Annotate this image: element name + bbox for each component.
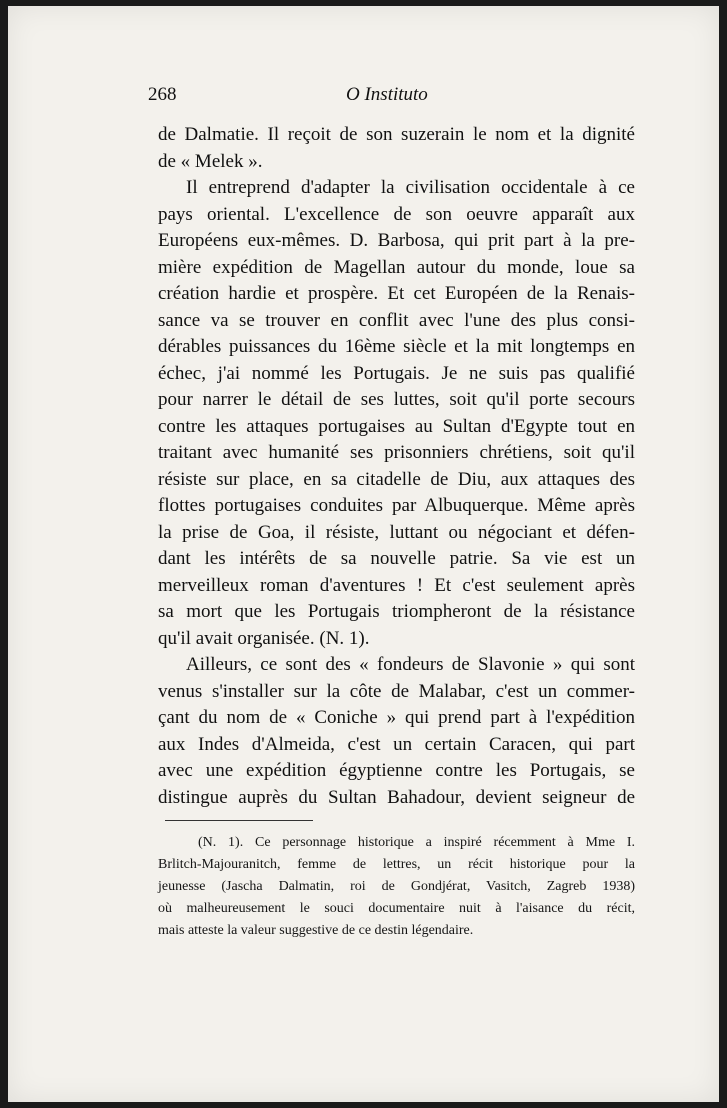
text-line: de « Melek ». xyxy=(158,150,263,172)
text-line: création hardie et prospère. Et cet Européen de la Renais- xyxy=(158,283,635,304)
text-line: sa mort que les Portugais triompheront de la résistance xyxy=(158,601,635,622)
text-line: contre les attaques portugaises au Sultan d'Egypte tout en xyxy=(158,415,635,437)
footnote-line: mais atteste la valeur suggestive de ce destin légendaire. xyxy=(158,923,474,938)
text-line: merveilleux roman d'aventures ! Et c'est seulement après xyxy=(158,574,635,596)
text-line: flottes portugaises conduites par Albuquerque. Même après xyxy=(158,495,635,516)
text-line: distingue auprès du Sultan Bahadour, devient seigneur de xyxy=(158,786,635,808)
text-line: Il entreprend d'adapter la civilisation occidentale à ce xyxy=(186,177,635,198)
text-line: qu'il avait organisée. (N. 1). xyxy=(158,627,370,649)
text-line: dérables puissances du 16ème siècle et la mit longtemps en xyxy=(158,336,635,357)
text-line: dant les intérêts de sa nouvelle patrie. Sa vie est un xyxy=(158,548,635,569)
footnote-separator xyxy=(165,820,313,821)
text-line: Ailleurs, ce sont des « fondeurs de Slavonie » qui sont xyxy=(186,654,635,675)
text-line: Européens eux-mêmes. D. Barbosa, qui prit part à la pre- xyxy=(158,230,635,251)
text-line: pour narrer le détail de ses luttes, soit qu'il porte secours xyxy=(158,389,635,410)
text-line: mière expédition de Magellan autour du monde, loue sa xyxy=(158,256,635,278)
footnote-line: (N. 1). Ce personnage historique a inspiré récemment à Mme I. xyxy=(198,835,635,850)
footnote-line: jeunesse (Jascha Dalmatin, roi de Gondjérat, Vasitch, Zagreb 1938) xyxy=(158,879,635,894)
text-line: avec une expédition égyptienne contre les Portugais, se xyxy=(158,760,635,781)
book-page xyxy=(8,6,719,1102)
text-line: de Dalmatie. Il reçoit de son suzerain le nom et la dignité xyxy=(158,124,635,145)
text-line: venus s'installer sur la côte de Malabar, c'est un commer- xyxy=(158,680,635,702)
text-line: aux Indes d'Almeida, c'est un certain Caracen, qui part xyxy=(158,733,635,755)
page-number: 268 xyxy=(148,84,177,105)
body-text xyxy=(158,122,635,811)
text-line: sance va se trouver en conflit avec l'une des plus consi- xyxy=(158,309,635,331)
running-title: O Instituto xyxy=(346,84,428,105)
text-line: çant du nom de « Coniche » qui prend part à l'expédition xyxy=(158,707,635,728)
footnote-line: Brlitch-Majouranitch, femme de lettres, un récit historique pour la xyxy=(158,857,635,872)
footnote-line: où malheureusement le souci documentaire nuit à l'aisance du récit, xyxy=(158,901,635,916)
footnote xyxy=(158,832,635,942)
page-header xyxy=(8,84,719,106)
text-line: pays oriental. L'excellence de son oeuvre apparaît aux xyxy=(158,203,635,225)
text-line: résiste sur place, en sa citadelle de Diu, aux attaques des xyxy=(158,468,635,490)
text-line: la prise de Goa, il résiste, luttant ou négociant et défen- xyxy=(158,521,635,543)
text-line: échec, j'ai nommé les Portugais. Je ne suis pas qualifié xyxy=(158,362,635,384)
text-line: traitant avec humanité ses prisonniers chrétiens, soit qu'il xyxy=(158,442,635,463)
